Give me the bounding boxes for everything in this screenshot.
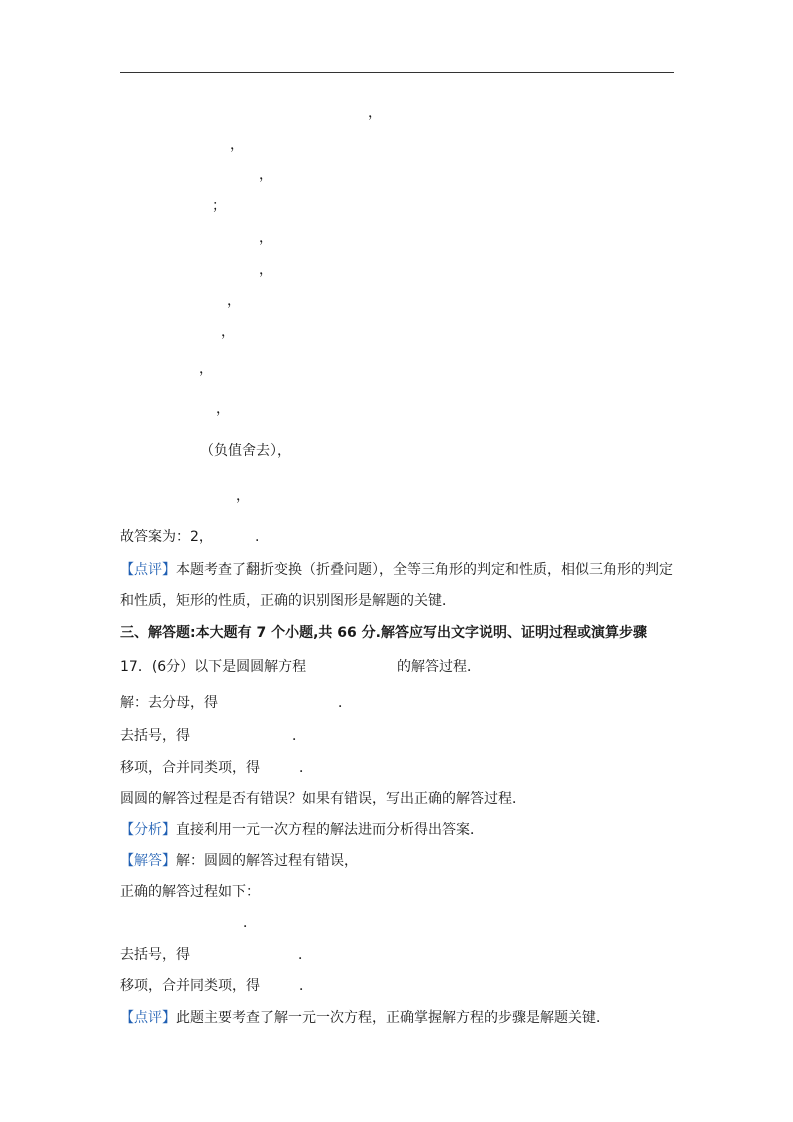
comma-7: ，: [221, 324, 235, 340]
comma-1: ，: [368, 105, 382, 121]
comment-1-line-2: 和性质，矩形的性质，正确的识别图形是解题的关键．: [120, 593, 456, 609]
comma-9: ，: [216, 401, 230, 417]
semicolon-1: ；: [212, 198, 226, 214]
step3-period: ．: [299, 760, 313, 776]
solution-tag: 【解答】: [120, 853, 176, 869]
correct-intro: 正确的解答过程如下：: [120, 884, 260, 900]
solution-line: [120, 852, 358, 870]
q17-stem: 17．(6分）以下是圆圆解方程: [120, 659, 307, 675]
step5-label: 移项，合并同类项，得: [120, 978, 260, 994]
step1-period: ．: [338, 695, 352, 711]
solution-dot: ．: [243, 915, 257, 931]
comma-5: ，: [259, 262, 273, 278]
comment-1-line-1: [120, 561, 673, 579]
answer-line: 故答案为：2，: [120, 529, 213, 545]
comma-2: ，: [230, 137, 244, 153]
comment-tag: 【点评】: [120, 562, 176, 578]
comma-10: ，: [236, 488, 250, 504]
comma-6: ，: [227, 293, 241, 309]
comment-2-text: 此题主要考查了解一元一次方程，正确掌握解方程的步骤是解题关键．: [176, 1010, 610, 1026]
comma-4: ，: [259, 230, 273, 246]
comment-2-line: [120, 1009, 610, 1027]
step5-period: ．: [299, 978, 313, 994]
header-rule: [120, 72, 674, 73]
q17-stem-end: 的解答过程．: [397, 659, 481, 675]
step1-label: 解：去分母，得: [120, 695, 218, 711]
comment-text: 本题考查了翻折变换（折叠问题），全等三角形的判定和性质，相似三角形的判定: [176, 562, 673, 578]
step3-label: 移项，合并同类项，得: [120, 760, 260, 776]
analysis-text: 直接利用一元一次方程的解法进而分析得出答案．: [176, 822, 484, 838]
step2-label: 去括号，得: [120, 728, 190, 744]
step4-period: ．: [298, 947, 312, 963]
solution-text: 解：圆圆的解答过程有错误，: [176, 853, 358, 869]
negative-discard-note: （负值舍去），: [200, 443, 291, 459]
comment-2-tag: 【点评】: [120, 1010, 176, 1026]
analysis-line: [120, 821, 484, 839]
comma-3: ，: [259, 167, 273, 183]
step2-period: ．: [292, 728, 306, 744]
analysis-tag: 【分析】: [120, 822, 176, 838]
comma-8: ，: [199, 361, 213, 377]
section-3-heading: 三、解答题:本大题有 7 个小题,共 66 分.解答应写出文字说明、证明过程或演算步骤: [120, 625, 647, 641]
question-text: 圆圆的解答过程是否有错误？如果有错误，写出正确的解答过程．: [120, 791, 526, 807]
step4-label: 去括号，得: [120, 947, 190, 963]
answer-period: .: [255, 529, 260, 545]
